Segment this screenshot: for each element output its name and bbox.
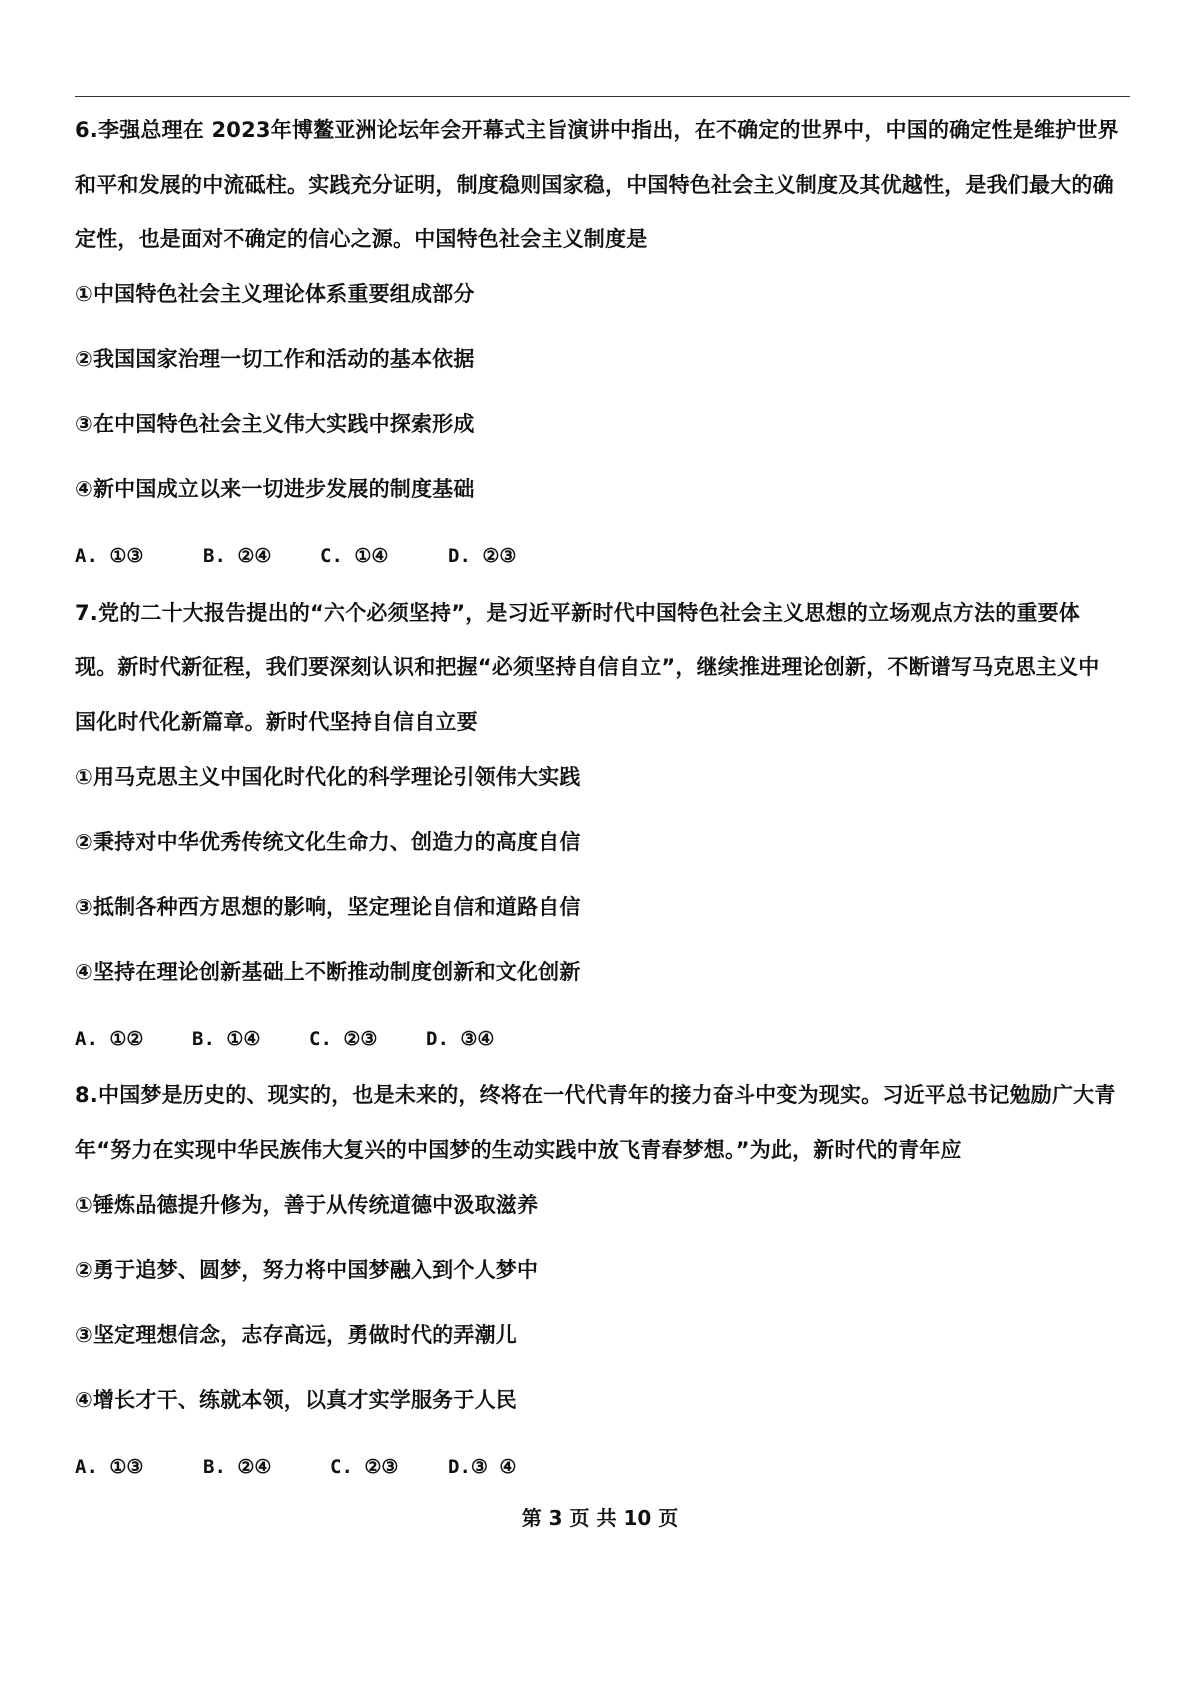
question-8-option-a[interactable]: A. ①③ (75, 1456, 144, 1478)
question-7-statement-3: ③抵制各种西方思想的影响，坚定理论自信和道路自信 (75, 895, 581, 919)
question-6-option-b[interactable]: B. ②④ (203, 545, 272, 567)
question-6-option-a[interactable]: A. ①③ (75, 545, 144, 567)
question-8-statement-1: ①锤炼品德提升修为，善于从传统道德中汲取滋养 (75, 1193, 539, 1217)
question-6-stem-line-2: 和平和发展的中流砥柱。实践充分证明，制度稳则国家稳，中国特色社会主义制度及其优越性，是我们最大的确 (75, 173, 1114, 197)
question-6-statement-1: ①中国特色社会主义理论体系重要组成部分 (75, 282, 475, 306)
question-6-statement-3: ③在中国特色社会主义伟大实践中探索形成 (75, 412, 475, 436)
question-7-statement-2: ②秉持对中华优秀传统文化生命力、创造力的高度自信 (75, 830, 581, 854)
question-7-stem-line-3: 国化时代化新篇章。新时代坚持自信自立要 (75, 710, 478, 734)
question-8-statement-2: ②勇于追梦、圆梦，努力将中国梦融入到个人梦中 (75, 1258, 539, 1282)
question-8-statement-4: ④增长才干、练就本领，以真才实学服务于人民 (75, 1388, 517, 1412)
question-6-option-d[interactable]: D. ②③ (448, 545, 517, 567)
question-8-statement-3: ③坚定理想信念，志存高远，勇做时代的弄潮儿 (75, 1323, 517, 1347)
question-7-option-a[interactable]: A. ①② (75, 1028, 144, 1050)
question-8-option-c[interactable]: C. ②③ (330, 1456, 399, 1478)
question-7-stem-line-1: 7.党的二十大报告提出的“六个必须坚持”，是习近平新时代中国特色社会主义思想的立场观点方法的重要体 (75, 601, 1080, 625)
page-footer: 第 3 页 共 10 页 (521, 1506, 679, 1530)
question-6-option-c[interactable]: C. ①④ (320, 545, 389, 567)
question-8-stem-line-2: 年“努力在实现中华民族伟大复兴的中国梦的生动实践中放飞青春梦想。”为此，新时代的青年应 (75, 1138, 962, 1162)
question-7-option-d[interactable]: D. ③④ (426, 1028, 495, 1050)
question-6-stem-line-3: 定性，也是面对不确定的信心之源。中国特色社会主义制度是 (75, 227, 648, 251)
question-7-stem-line-2: 现。新时代新征程，我们要深刻认识和把握“必须坚持自信自立”，继续推进理论创新，不断谱写马克思主义中 (75, 655, 1100, 679)
question-7-statement-4: ④坚持在理论创新基础上不断推动制度创新和文化创新 (75, 960, 581, 984)
question-8-option-b[interactable]: B. ②④ (203, 1456, 272, 1478)
question-8-option-d[interactable]: D.③ ④ (448, 1456, 517, 1478)
question-8-stem-line-1: 8.中国梦是历史的、现实的，也是未来的，终将在一代代青年的接力奋斗中变为现实。习近平总书记勉励广大青 (75, 1083, 1116, 1107)
question-7-statement-1: ①用马克思主义中国化时代化的科学理论引领伟大实践 (75, 765, 581, 789)
question-7-option-b[interactable]: B. ①④ (192, 1028, 261, 1050)
question-6-statement-4: ④新中国成立以来一切进步发展的制度基础 (75, 477, 475, 501)
question-7-option-c[interactable]: C. ②③ (309, 1028, 378, 1050)
question-6-statement-2: ②我国国家治理一切工作和活动的基本依据 (75, 347, 475, 371)
header-rule (75, 96, 1130, 97)
question-6-stem-line-1: 6.李强总理在 2023年博鳌亚洲论坛年会开幕式主旨演讲中指出，在不确定的世界中，中国的确定性是维护世界 (75, 118, 1119, 142)
